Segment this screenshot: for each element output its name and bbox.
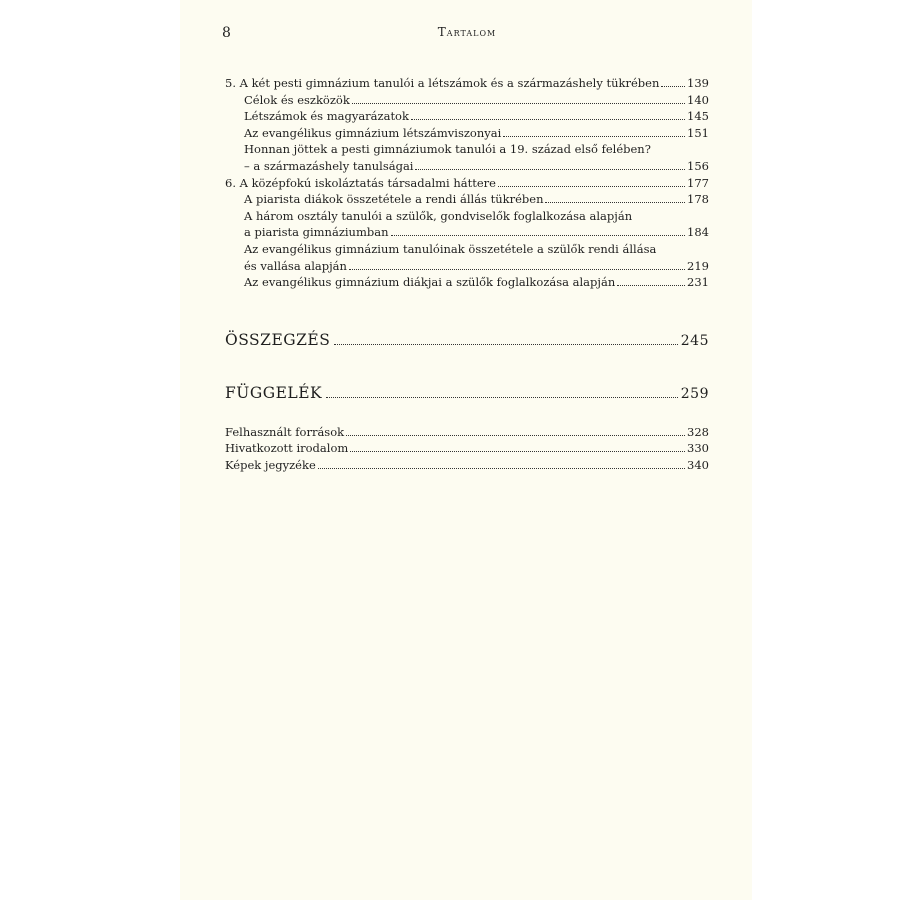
toc-subentry	[225, 191, 709, 208]
book-page	[180, 0, 752, 900]
dot-leader	[349, 269, 685, 270]
dot-leader	[545, 202, 685, 203]
toc-entry-label: A piarista diákok összetétele a rendi állás tükrében	[244, 192, 544, 207]
toc-entry-page: 156	[687, 158, 709, 173]
dot-leader	[661, 86, 685, 87]
toc-subentry	[225, 125, 709, 142]
toc-entry-chapter-6	[225, 175, 709, 192]
toc-subentry	[225, 108, 709, 125]
toc-entry-page: 184	[687, 225, 709, 240]
toc-subentry	[225, 224, 709, 241]
toc-entry-chapter-5	[225, 75, 709, 92]
dot-leader	[326, 397, 678, 398]
toc-entry-label: Hivatkozott irodalom	[225, 441, 349, 456]
dot-leader	[498, 186, 685, 187]
toc-back-matter	[225, 424, 709, 474]
toc-entry-page: 328	[687, 424, 709, 439]
toc-entry-page: 330	[687, 441, 709, 456]
dot-leader	[391, 235, 686, 236]
dot-leader	[346, 435, 685, 436]
toc-section-label: FÜGGELÉK	[225, 383, 323, 402]
toc-entry-page: 177	[687, 175, 709, 190]
toc-subentry-line: A három osztály tanulói a szülők, gondviselők foglalkozása alapján	[244, 208, 633, 223]
toc-entry	[225, 457, 709, 474]
dot-leader	[411, 119, 685, 120]
table-of-contents	[225, 75, 709, 474]
toc-entry-label: Képek jegyzéke	[225, 457, 316, 472]
running-title: Tartalom	[437, 25, 497, 39]
toc-subentry-line: Honnan jöttek a pesti gimnáziumok tanulói a 19. század első felében?	[244, 142, 651, 157]
toc-entry-page: 219	[687, 258, 709, 273]
dot-leader	[415, 169, 685, 170]
toc-entry	[225, 440, 709, 457]
dot-leader	[617, 285, 685, 286]
toc-entry-page: 178	[687, 192, 709, 207]
dot-leader	[318, 468, 685, 469]
toc-subentry	[225, 92, 709, 109]
toc-entry-page: 140	[687, 92, 709, 107]
dot-leader	[352, 103, 685, 104]
toc-entry-page: 139	[687, 76, 709, 90]
toc-subentry-line: Az evangélikus gimnázium tanulóinak összetétele a szülők rendi állása	[244, 241, 657, 256]
toc-entry-label: Célok és eszközök	[244, 92, 350, 107]
toc-entry-label: Az evangélikus gimnázium diákjai a szülők foglalkozása alapján	[244, 275, 616, 290]
page-number: 8	[222, 25, 231, 41]
toc-entry-label: 5. A két pesti gimnázium tanulói a létszámok és a származáshely tükrében	[225, 76, 660, 90]
toc-section-page: 259	[680, 385, 709, 402]
toc-section-page: 245	[680, 332, 709, 349]
toc-entry-page: 151	[687, 125, 709, 140]
toc-entry-page: 231	[687, 275, 709, 290]
dot-leader	[503, 136, 685, 137]
toc-subentry	[225, 158, 709, 175]
toc-section-label: ÖSSZEGZÉS	[225, 330, 331, 349]
toc-entry-label: a piarista gimnáziumban	[244, 225, 389, 240]
toc-entry-label: Az evangélikus gimnázium létszámviszonyai	[244, 125, 502, 140]
toc-subentry	[225, 274, 709, 291]
toc-entry-label: Létszámok és magyarázatok	[244, 109, 409, 124]
dot-leader	[334, 344, 677, 345]
toc-entry-page: 145	[687, 109, 709, 124]
toc-entry-label: 6. A középfokú iskoláztatás társadalmi háttere	[225, 175, 496, 190]
page-header	[222, 25, 712, 45]
toc-entry-label: és vallása alapján	[244, 258, 347, 273]
toc-section-summary	[225, 331, 709, 349]
toc-entry-label: Felhasznált források	[225, 424, 345, 439]
dot-leader	[350, 451, 685, 452]
toc-entry-page: 340	[687, 457, 709, 472]
toc-entry-label: – a származáshely tanulságai	[244, 158, 414, 173]
toc-subentry	[225, 258, 709, 275]
toc-section-appendix	[225, 384, 709, 402]
toc-entry	[225, 424, 709, 441]
